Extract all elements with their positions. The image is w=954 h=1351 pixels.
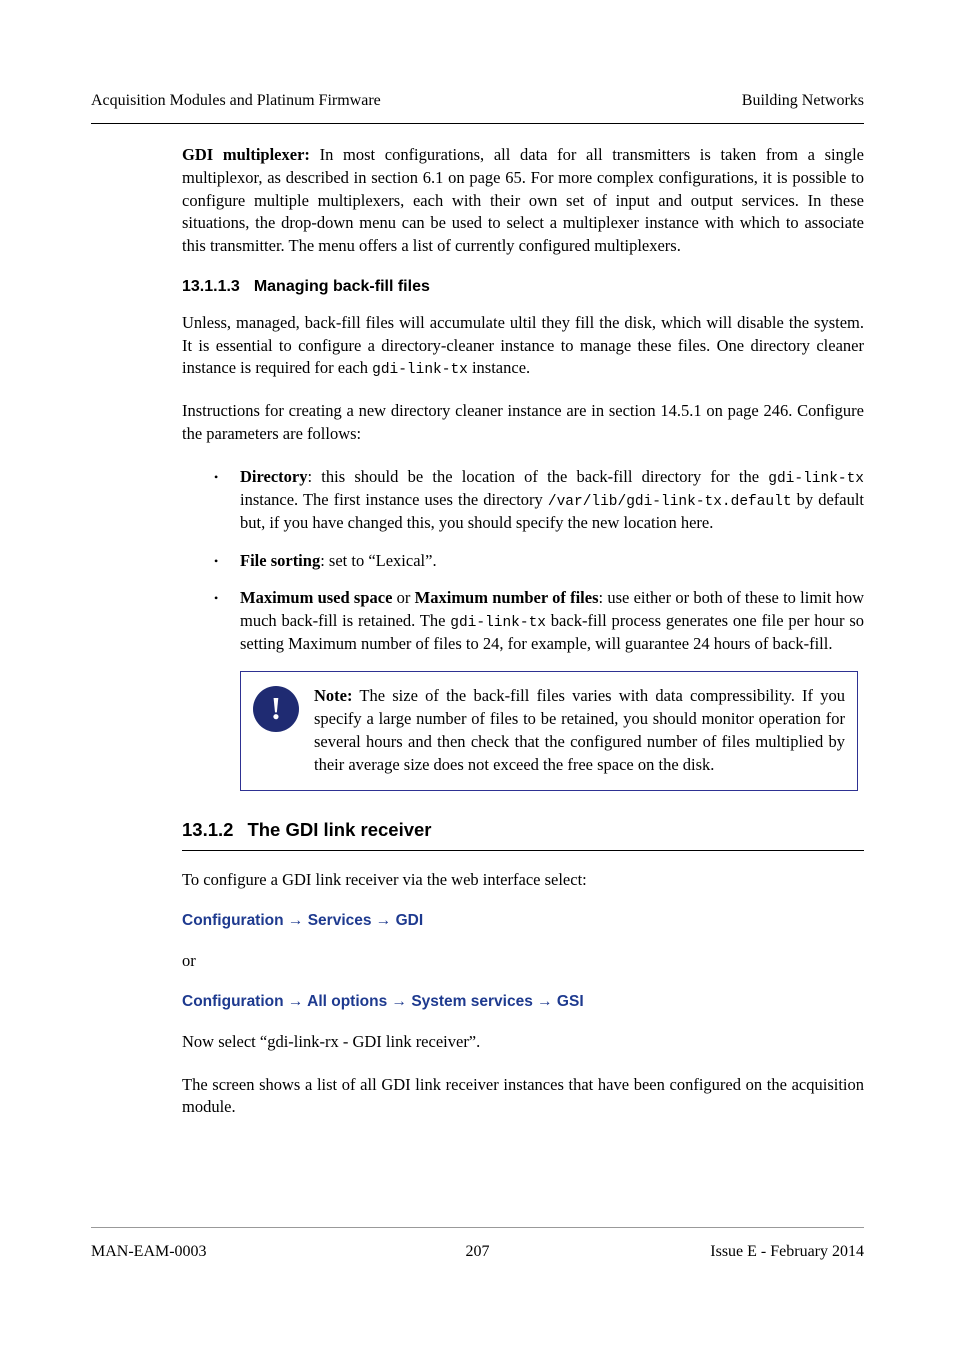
page-header — [91, 92, 864, 124]
code-gdi-link-tx-2: gdi-link-tx — [768, 470, 864, 487]
page-footer — [91, 1227, 864, 1261]
bullet-file-sorting — [182, 550, 864, 573]
header-left-title: Acquisition Modules and Platinum Firmware — [91, 92, 381, 109]
heading-gdi-link-receiver — [182, 819, 864, 841]
max-used-space-label: Maximum used space — [240, 588, 393, 608]
file-sorting-text: : set to “Lexical”. — [320, 550, 437, 570]
or-text: or — [182, 951, 196, 971]
bullet-maximum-space — [182, 587, 864, 656]
heading-number: 13.1.1.3 — [182, 277, 240, 295]
max-text-2: : use either or both of these to limit how much back-fill is retained. The — [240, 588, 864, 631]
max-text-1: or — [392, 588, 415, 608]
section-number: 13.1.2 — [182, 819, 234, 841]
directory-text-1: : this should be the location of the back-fill directory for the — [307, 466, 769, 486]
bullet-maximum-space-text — [240, 587, 864, 656]
footer-issue-date: Issue E - February 2014 — [710, 1243, 865, 1260]
section-title: The GDI link receiver — [247, 819, 432, 841]
paragraph-gdi-multiplexer — [182, 144, 864, 258]
footer-page-number: 207 — [465, 1243, 490, 1260]
menu-path-services-gdi: Configuration → Services → GDI — [182, 912, 424, 930]
bullet-file-sorting-text — [240, 550, 864, 573]
exclamation-icon — [253, 686, 299, 732]
exclamation-glyph: ! — [270, 690, 282, 727]
note-body-text: The size of the back-fill files varies with data compressibility. If you specify a large number of files to be retained, you should monitor operation for several hours and then check that the configured number of files multiplied by their average size does not exceed the free space on the disk. — [314, 685, 845, 775]
file-sorting-label: File sorting — [240, 550, 321, 570]
directory-label: Directory — [240, 466, 308, 486]
note-text-block — [314, 684, 845, 776]
header-right-title: Building Networks — [741, 92, 864, 109]
bullet-directory-text — [240, 466, 864, 535]
paragraph-receiver-intro: To configure a GDI link receiver via the web interface select: — [182, 870, 587, 890]
code-gdi-link-tx: gdi-link-tx — [372, 362, 468, 379]
paragraph-backfill-intro — [182, 312, 864, 381]
code-gdi-link-tx-3: gdi-link-tx — [450, 615, 546, 632]
note-box — [240, 671, 858, 791]
backfill-text-2: instance. — [467, 358, 531, 378]
max-text-3: back-fill process generates one file per hour so setting Maximum number of files to 24, for example, will guarantee 24 hours of back-fill. — [240, 611, 864, 654]
gdi-multiplexer-text: In most configurations, all data for all transmitters is taken from a single multiplexor, as described in section 6.1 on page 65. For more complex configurations, it is possible to configure multiple multiplexers, each with their own set of input and output services. In these situations, the drop-down menu can be used to select a multiplexer instance with which to associate this transmitter. The menu offers a list of currently configured multiplexers. — [182, 145, 865, 256]
heading-managing-backfill-files — [182, 278, 864, 296]
directory-text-3: by default but, if you have changed this, you should specify the new location here. — [240, 489, 865, 532]
bullet-marker: • — [214, 591, 219, 606]
heading-gdi-link-receiver-wrap — [182, 819, 864, 851]
gdi-multiplexer-lead: GDI multiplexer: — [182, 145, 310, 164]
paragraph-now-select: Now select “gdi-link-rx - GDI link receiver”. — [182, 1031, 481, 1051]
bullet-marker: • — [214, 469, 219, 484]
bullet-directory — [182, 466, 864, 535]
footer-doc-number: MAN-EAM-0003 — [91, 1243, 207, 1260]
menu-path-system-services-gsi: Configuration → All options → System services → GSI — [182, 992, 584, 1010]
paragraph-instructions: Instructions for creating a new directory cleaner instance are in section 14.5.1 on page 246. Configure the parameters are follows: — [182, 401, 864, 444]
paragraph-screen-shows: The screen shows a list of all GDI link receiver instances that have been configured on the acquisition module. — [182, 1074, 864, 1117]
bullet-marker: • — [214, 553, 219, 568]
heading-title: Managing back-fill files — [253, 277, 430, 295]
directory-text-2: instance. The first instance uses the directory — [240, 489, 548, 509]
note-lead: Note: — [314, 685, 353, 705]
page-content — [182, 144, 864, 1139]
backfill-text-1: Unless, managed, back-fill files will accumulate ultil they fill the disk, which will disable the system. It is essential to configure a directory-cleaner instance to manage these files. One directory cleaner instance is required for each — [182, 312, 864, 378]
code-default-path: /var/lib/gdi-link-tx.default — [547, 493, 792, 510]
max-number-files-label: Maximum number of files — [414, 588, 599, 608]
